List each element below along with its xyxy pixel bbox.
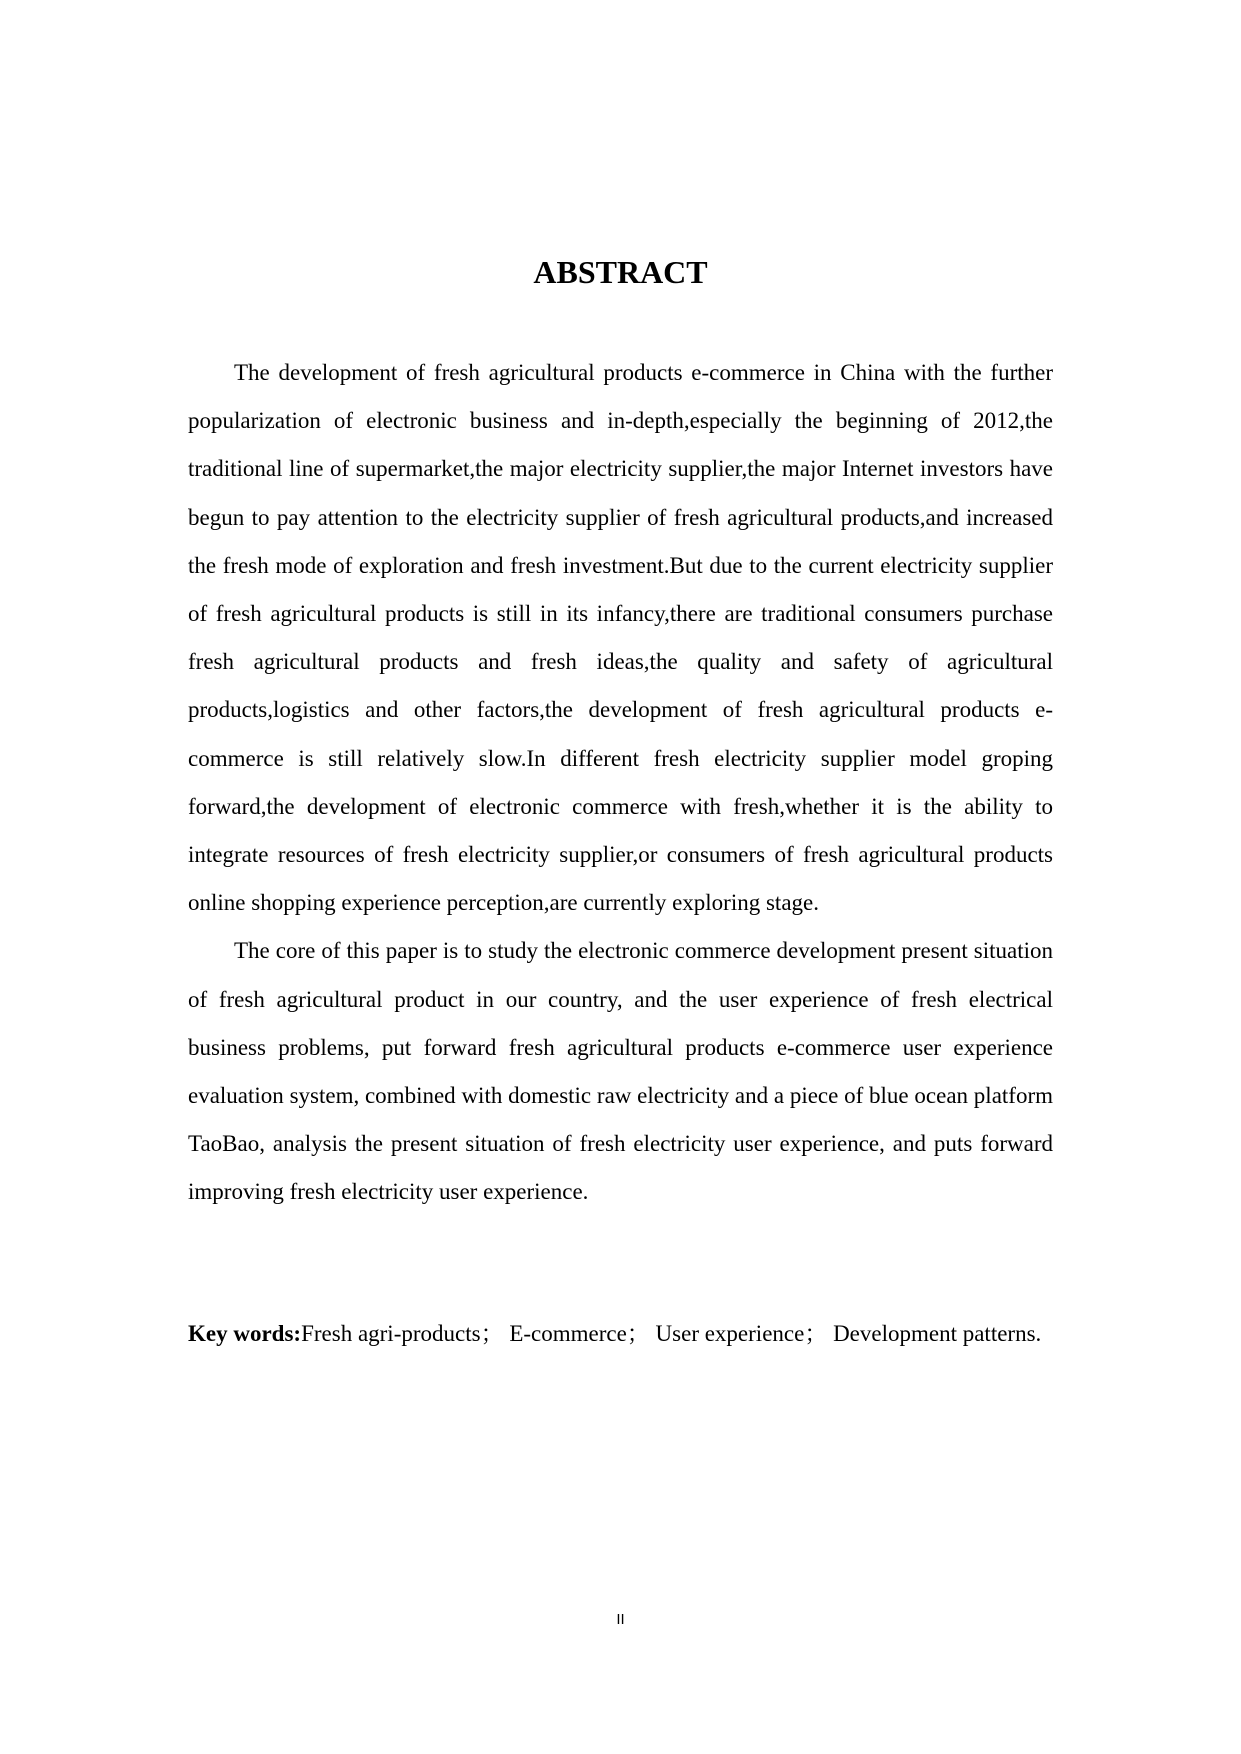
keywords-label: Key words: — [188, 1321, 302, 1346]
abstract-paragraph-2: The core of this paper is to study the electronic commerce development present situation of fresh agricultural product in our country, and the user experience of fresh electrical business problems, put forward fresh agricultural products e-commerce user experience evaluation system, combined with domestic raw electricity and a piece of blue ocean platform TaoBao, analysis the present situation of fresh electricity user experience, and puts forward improving fresh electricity user experience. — [188, 938, 1053, 1205]
abstract-body — [188, 349, 1053, 1217]
abstract-paragraph-1: The development of fresh agricultural products e-commerce in China with the further popularization of electronic business and in-depth,especially the beginning of 2012,the traditional line of supermarket,the major electricity supplier,the major Internet investors have begun to pay attention to the electricity supplier of fresh agricultural products,and increased the fresh mode of exploration and fresh investment.But due to the current electricity supplier of fresh agricultural products is still in its infancy,there are traditional consumers purchase fresh agricultural products and fresh ideas,the quality and safety of agricultural products,logistics and other factors,the development of fresh agricultural products e-commerce is still relatively slow.In different fresh electricity supplier model groping forward,the development of electronic commerce with fresh,whether it is the ability to integrate resources of fresh electricity supplier,or consumers of fresh agricultural products online shopping experience perception,are currently exploring stage. — [188, 360, 1053, 916]
page-number: II — [616, 1611, 625, 1628]
page-title: ABSTRACT — [533, 254, 708, 290]
keywords-line — [188, 1310, 1053, 1358]
keywords-text: Fresh agri-products； E-commerce； User experience； Development patterns. — [301, 1321, 1042, 1346]
